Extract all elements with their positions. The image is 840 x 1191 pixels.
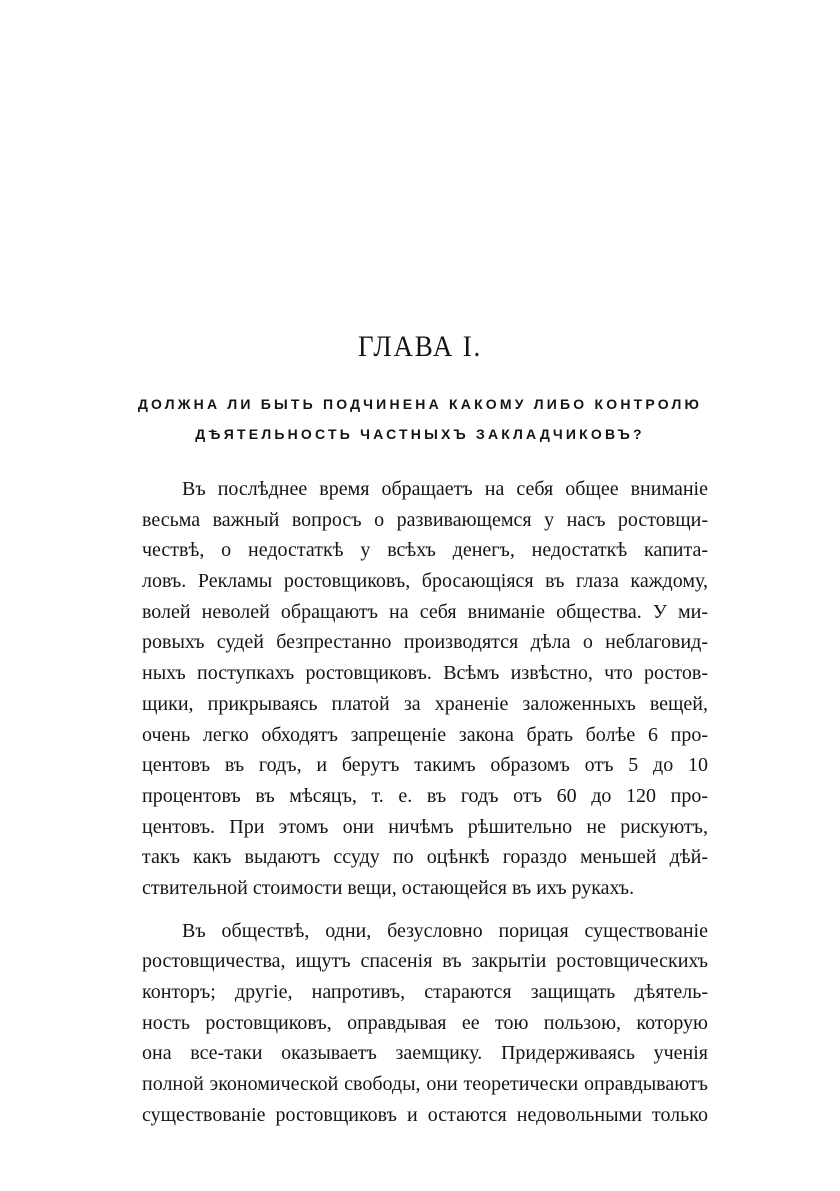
chapter-subtitle-line-1: ДОЛЖНА ЛИ БЫТЬ ПОДЧИНЕНА КАКОМУ ЛИБО КОНТРОЛЮ [137,396,703,412]
text-line: процентовъ въ мѣсяцъ, т. е. въ годъ отъ 60 до 120 про- [142,784,708,807]
text-line: существованіе ростовщиковъ и остаются недовольными только [142,1103,708,1126]
text-line: ныхъ поступкахъ ростовщиковъ. Всѣмъ извѣстно, что ростов- [142,662,708,685]
chapter-title: ГЛАВА I. [357,330,483,363]
body-text [142,474,708,1130]
paragraph-2 [142,916,708,1131]
text-line: ствительной стоимости вещи, остающейся въ ихъ рукахъ. [142,876,635,899]
text-line: щики, прикрываясь платой за храненіе заложенныхъ вещей, [142,692,708,715]
text-line: центовъ. При этомъ они ничѣмъ рѣшительно не рискуютъ, [142,815,708,838]
text-line: ростовщичества, ищутъ спасенія въ закрытіи ростовщическихъ [142,950,708,973]
text-line: такъ какъ выдаютъ ссуду по оцѣнкѣ гораздо меньшей дѣй- [142,846,708,869]
text-line: чествѣ, о недостаткѣ у всѣхъ денегъ, недостаткѣ капита- [142,539,708,562]
text-line: Въ обществѣ, одни, безусловно порицая существованіе [182,919,708,942]
text-line: волей неволей обращаютъ на себя вниманіе общества. У ми- [142,600,708,623]
text-line: ловъ. Рекламы ростовщиковъ, бросающіяся въ глаза каждому, [142,570,708,593]
paragraph-1 [142,474,708,904]
text-line: центовъ въ годъ, и берутъ такимъ образомъ отъ 5 до 10 [142,754,708,777]
chapter-subtitle-line-2: ДѢЯТЕЛЬНОСТЬ ЧАСТНЫХЪ ЗАКЛАДЧИКОВЪ? [195,426,645,442]
text-line: она все-таки оказываетъ заемщику. Придерживаясь ученія [142,1042,708,1065]
text-line: конторъ; другіе, напротивъ, стараются защищать дѣятель- [142,981,708,1003]
text-line: ровыхъ судей безпрестанно производятся дѣла о неблаговид- [142,631,708,654]
text-line: очень легко обходятъ запрещеніе закона брать болѣе 6 про- [142,723,708,746]
paragraph-spacer [142,904,708,916]
text-line: Въ послѣднее время обращаетъ на себя общее вниманіе [182,478,708,500]
text-line: весьма важный вопросъ о развивающемся у насъ ростовщи- [142,508,708,531]
text-line: полной экономической свободы, они теоретически оправдываютъ [142,1073,708,1096]
text-line: ность ростовщиковъ, оправдывая ее тою пользою, которую [142,1011,708,1034]
